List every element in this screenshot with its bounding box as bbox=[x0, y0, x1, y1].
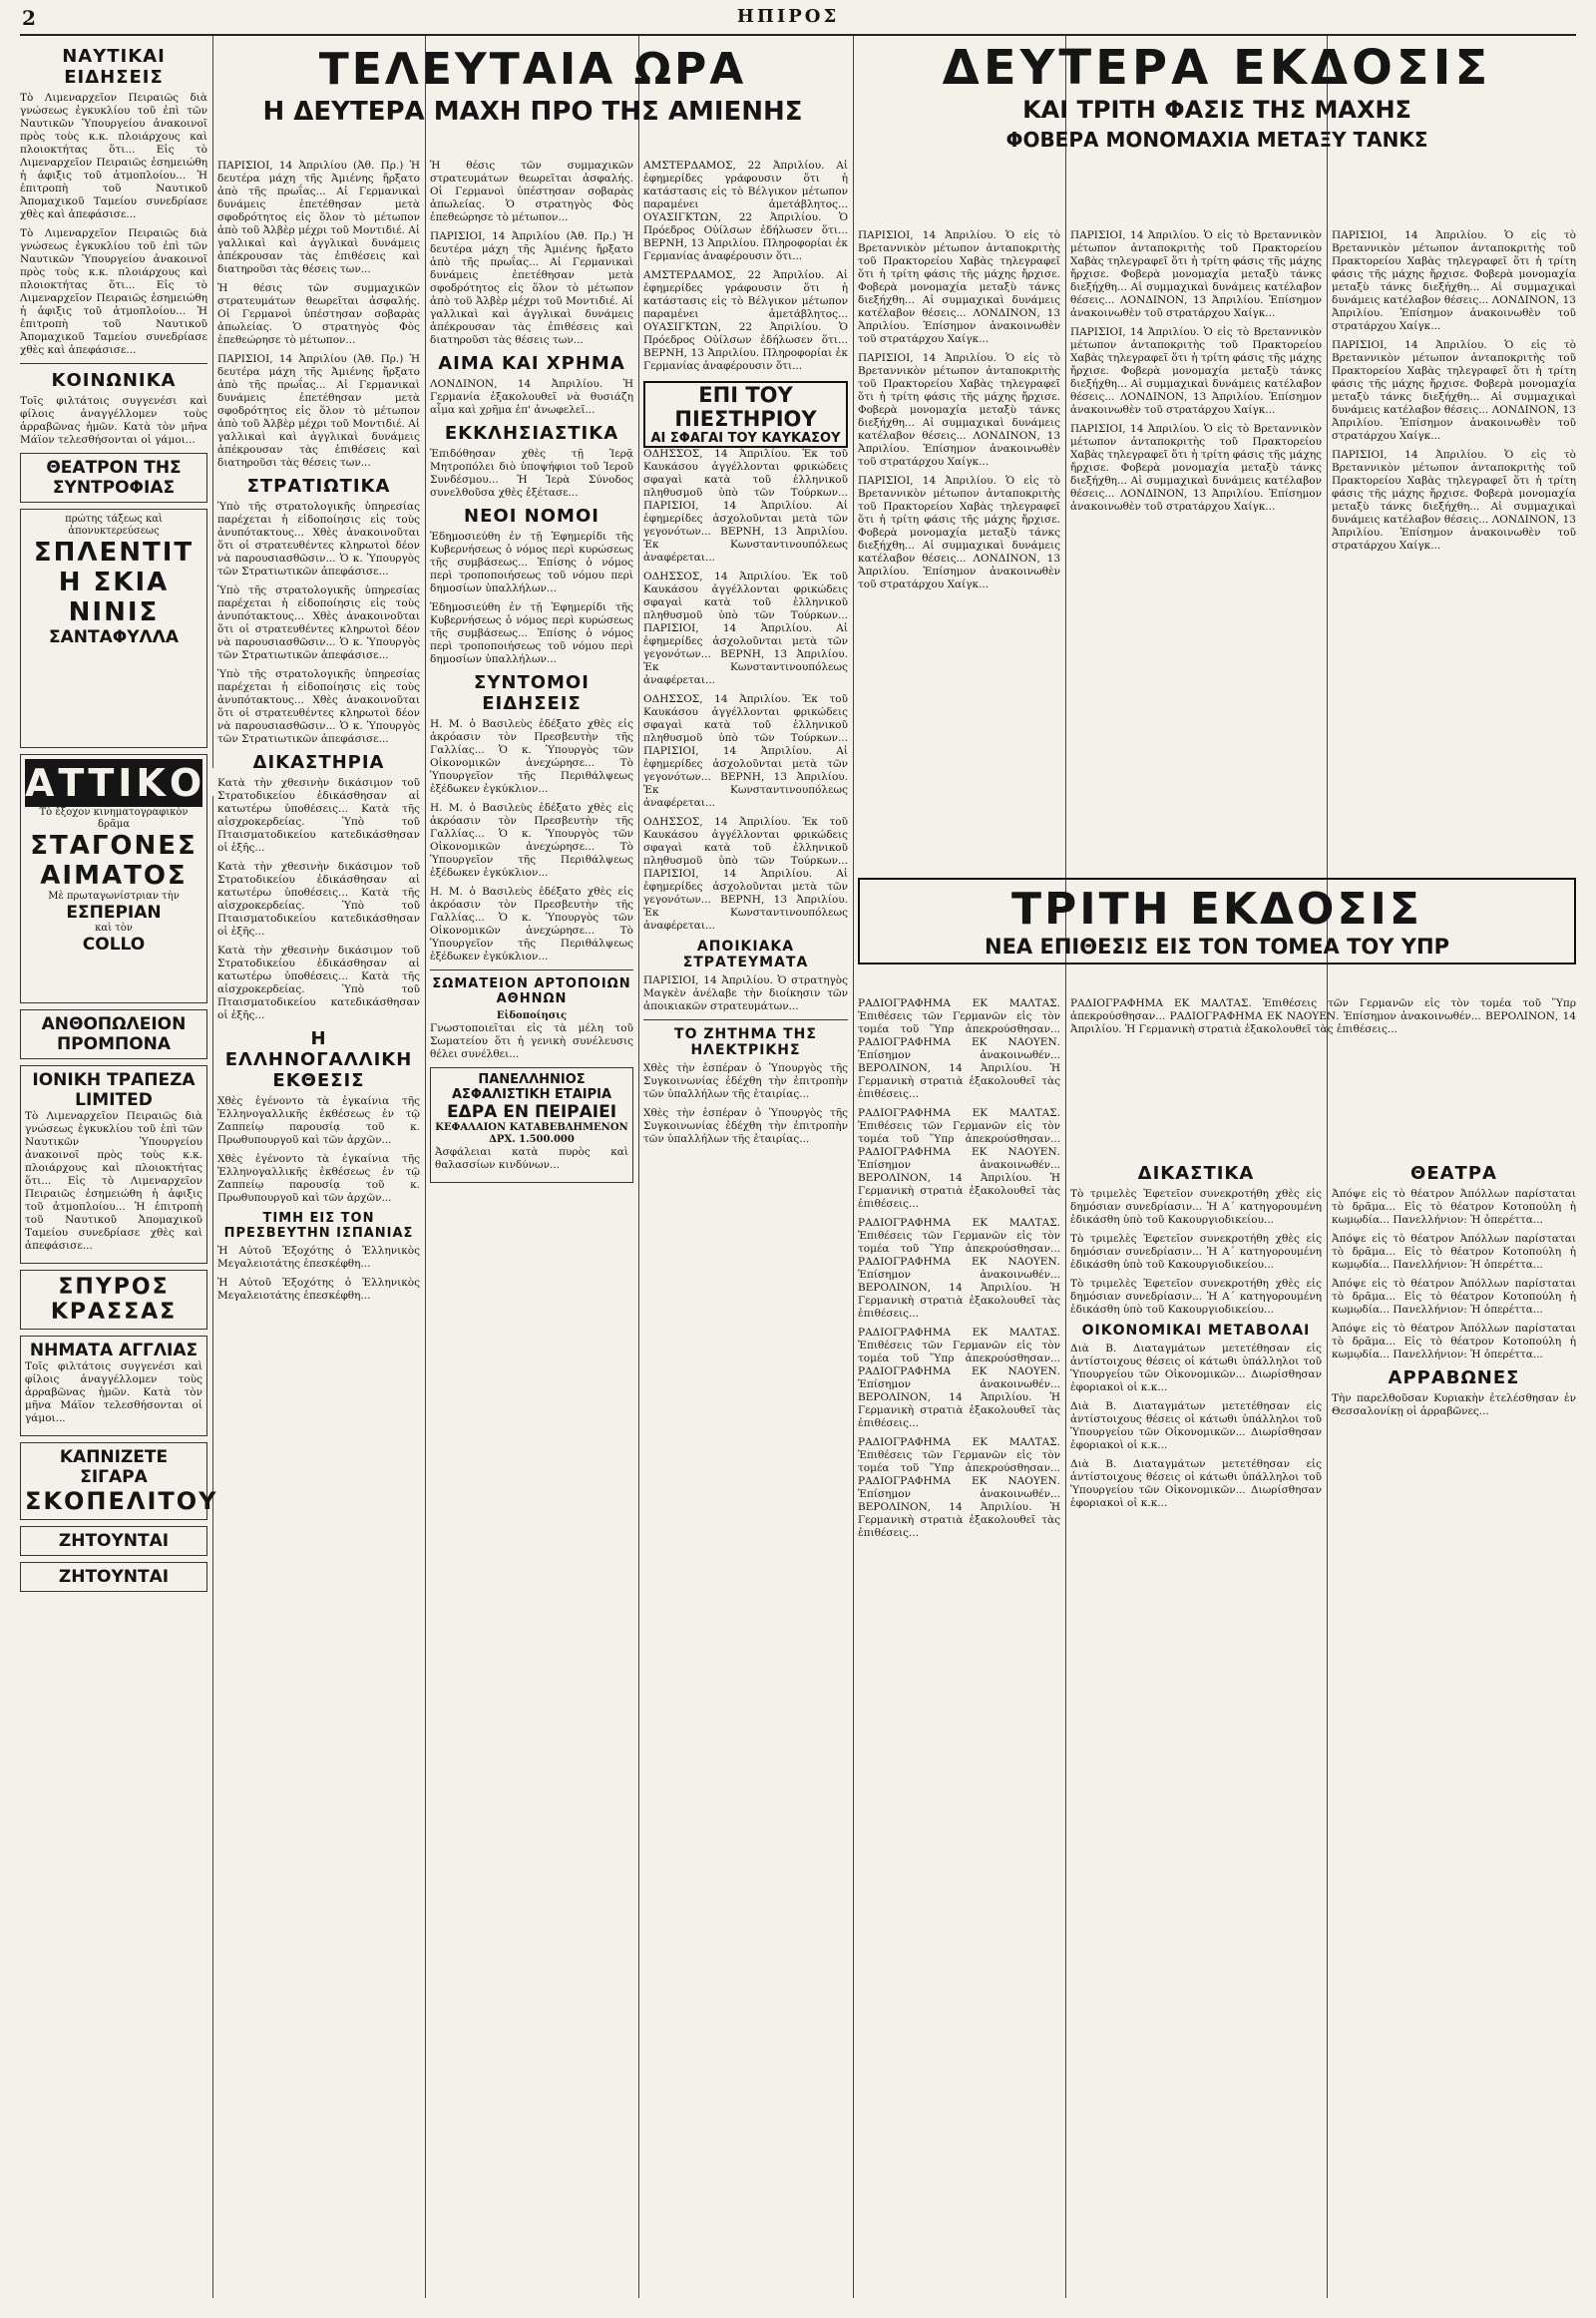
attikon-and: καὶ τὸν bbox=[95, 923, 133, 934]
wine-ad bbox=[20, 1270, 207, 1330]
finance-text: Διὰ Β. Διαταγμάτων μετετέθησαν εἰς ἀντίστοιχους θέσεις οἱ κάτωθι ὑπάλληλοι τοῦ Ὑπουργείου τῶν Οἰκονομικῶν... Διωρίσθησαν ἐφοριακοὶ οἱ κ.κ... bbox=[1070, 1343, 1322, 1393]
ad-name: ΣΠΛΕΝΤΙΤ bbox=[33, 538, 195, 568]
news-text: Η. Μ. ὁ Βασιλεὺς ἐδέξατο χθὲς εἰς ἀκρόασιν τὸν Πρεσβευτὴν τῆς Γαλλίας... Ὁ κ. Ὑπουργὸς τῶν Οἰκονομικῶν ἀνεχώρησε... Τὸ Ὑπουργεῖον τῆς Περιθάλψεως ἐξέδωκεν ἐγκύκλιον... bbox=[430, 802, 633, 879]
divider bbox=[20, 363, 207, 364]
attikon-cast: Μὲ πρωταγωνίστριαν τὴν bbox=[48, 891, 180, 902]
second-edition-text: ΠΑΡΙΣΙΟΙ, 14 Ἀπριλίου. Ὁ εἰς τὸ Βρεταννικὸν μέτωπον ἀνταποκριτὴς τοῦ Πρακτορείου Χαβὰς τηλεγραφεῖ ὅτι ἡ τρίτη φάσις τῆς μάχης ἤρχισε. Φοβερὰ μονομαχία μεταξὺ τάνκς διεξήχθη... Αἱ συμμαχικαὶ δυνάμεις κατέλαβον θέσεις... ΛΟΝΔΙΝΟΝ, 13 Ἀπριλίου. Ἐπίσημον ἀνακοινωθὲν τοῦ στρατάρχου Χαίγκ... bbox=[1070, 229, 1322, 319]
military-text: Ὑπὸ τῆς στρατολογικῆς ὑπηρεσίας παρέχεται ἡ εἰδοποίησις εἰς τοὺς ἀνυπότακτους... Χθὲς ἀνακοινοῦται ὅτι οἱ στρατευθέντες κληρωτοὶ δέον νὰ παρουσιασθῶσιν... Ὁ κ. Ὑπουργὸς τῶν Στρατιωτικῶν ἀπεφάσισε... bbox=[217, 501, 420, 578]
third-edition-header bbox=[858, 878, 1576, 987]
third-edition-title: ΤΡΙΤΗ ΕΚΔΟΣΙΣ bbox=[1011, 884, 1422, 935]
third-edition-text: ΡΑΔΙΟΓΡΑΦΗΜΑ ΕΚ ΜΑΛΤΑΣ. Ἐπιθέσεις τῶν Γερμανῶν εἰς τὸν τομέα τοῦ Ὕπρ ἀπεκρούσθησαν... ΡΑΔΙΟΓΡΑΦΗΜΑ ΕΚ ΝΑΟΥΕΝ. Ἐπίσημον ἀνακοινωθέν... ΒΕΡΟΛΙΝΟΝ, 14 Ἀπριλίου. Ἡ Γερμανικὴ στρατιὰ ἐξακολουθεῖ τὰς ἐπιθέσεις... bbox=[1070, 997, 1576, 1035]
insurance-capital: ΚΕΦΑΛΑΙΟΝ ΚΑΤΑΒΕΒΛΗΜΕΝΟΝ ΔΡΧ. 1.500.000 bbox=[435, 1122, 628, 1145]
expo-text: Χθὲς ἐγένοντο τὰ ἐγκαίνια τῆς Ἑλληνογαλλικῆς ἐκθέσεως ἐν τῷ Ζαππείῳ παρουσίᾳ τοῦ κ. Πρωθυπουργοῦ καὶ τῶν ἀρχῶν... bbox=[217, 1095, 420, 1146]
cigars-title: ΚΑΠΝΙΖΕΤΕ ΣΙΓΑΡΑ bbox=[59, 1447, 169, 1487]
ad-small: πρώτης τάξεως καὶ ἀπονυκτερεύσεως bbox=[65, 514, 163, 537]
judicial-title: ΔΙΚΑΣΤΙΚΑ bbox=[1137, 1163, 1255, 1184]
piestirion-box bbox=[643, 381, 848, 448]
wine-title: ΣΠΥΡΟΣ ΚΡΑΣΣΑΣ bbox=[50, 1275, 178, 1325]
theatre-ad-title: ΘΕΑΤΡΟΝ ΤΗΣ ΣΥΝΤΡΟΦΙΑΣ bbox=[46, 458, 182, 498]
ad-tail: ΣΑΝΤΑΦΥΛΛΑ bbox=[49, 627, 179, 647]
column-divider bbox=[638, 36, 639, 2298]
military-title: ΣΤΡΑΤΙΩΤΙΚΑ bbox=[246, 476, 391, 497]
cigars-brand: ΣΚΟΠΕΛΙΤΟΥ bbox=[25, 1487, 218, 1515]
yarn-ad bbox=[20, 1336, 207, 1436]
spain-title: ΤΙΜΗ ΕΙΣ ΤΟΝ ΠΡΕΣΒΕΥΤΗΝ ΙΣΠΑΝΙΑΣ bbox=[223, 1211, 414, 1241]
courts-title: ΔΙΚΑΣΤΗΡΙΑ bbox=[252, 752, 385, 773]
second-edition-title: ΔΕΥΤΕΡΑ ΕΚΔΟΣΙΣ bbox=[942, 40, 1492, 96]
courts-text: Κατὰ τὴν χθεσινὴν δικάσιμον τοῦ Στρατοδικείου ἐδικάσθησαν αἱ κατωτέρω ὑποθέσεις... Κατὰ τῆς αἰσχροκερδείας. Ὑπὸ τοῦ Πταισματοδικείου κατεδικάσθησαν οἱ ἑξῆς... bbox=[217, 861, 420, 938]
wanted-title: ΖΗΤΟΥΝΤΑΙ bbox=[58, 1531, 170, 1551]
electric-title: ΤΟ ΖΗΤΗΜΑ ΤΗΣ ΗΛΕΚΤΡΙΚΗΣ bbox=[674, 1026, 817, 1058]
second-edition-header bbox=[858, 40, 1576, 229]
wanted-ad bbox=[20, 1526, 207, 1556]
piestirion-text: ΟΔΗΣΣΟΣ, 14 Ἀπριλίου. Ἐκ τοῦ Καυκάσου ἀγγέλλονται φρικώδεις σφαγαὶ κατὰ τοῦ ἑλληνικοῦ πληθυσμοῦ ὑπὸ τῶν Τούρκων... ΠΑΡΙΣΙΟΙ, 14 Ἀπριλίου. Αἱ ἐφημερίδες ἀσχολοῦνται μετὰ τῶν γεγονότων... ΒΕΡΝΗ, 13 Ἀπριλίου. Ἐκ Κωνσταντινουπόλεως ἀναφέρεται... bbox=[643, 571, 848, 686]
splendid-ad bbox=[20, 509, 207, 748]
attikon-small: Τὸ ἔξοχον κινηματογραφικὸν δρᾶμα bbox=[39, 807, 189, 830]
theatre-title: ΘΕΑΤΡΑ bbox=[1410, 1163, 1497, 1184]
laws-text: Ἐδημοσιεύθη ἐν τῇ Ἐφημερίδι τῆς Κυβερνήσεως ὁ νόμος περὶ κυρώσεως τῆς συμβάσεως... Ἐπίσης ὁ νόμος περὶ τροποποιήσεως τοῦ νόμου περὶ δημοσίων ὑπαλλήλων... bbox=[430, 531, 633, 594]
yarn-title: ΝΗΜΑΤΑ ΑΓΓΛΙΑΣ bbox=[29, 1341, 199, 1360]
headline-sub: Η ΔΕΥΤΕΡΑ ΜΑΧΗ ΠΡΟ ΤΗΣ ΑΜΙΕΝΗΣ bbox=[262, 97, 803, 127]
insurance-text: Ἀσφάλειαι κατὰ πυρὸς καὶ θαλασσίων κινδύνων... bbox=[435, 1146, 628, 1171]
bakers-sub: Εἰδοποίησις bbox=[496, 1010, 568, 1021]
judicial-text: Τὸ τριμελὲς Ἐφετεῖον συνεκροτήθη χθὲς εἰς δημόσιαν συνεδρίασιν... Ἡ Α΄ κατηγορουμένη ἐδικάσθη ὑπὸ τοῦ Κακουργιοδικείου... bbox=[1070, 1188, 1322, 1226]
judicial-text: Τὸ τριμελὲς Ἐφετεῖον συνεκροτήθη χθὲς εἰς δημόσιαν συνεδρίασιν... Ἡ Α΄ κατηγορουμένη ἐδικάσθη ὑπὸ τοῦ Κακουργιοδικείου... bbox=[1070, 1278, 1322, 1316]
news-text: Η. Μ. ὁ Βασιλεὺς ἐδέξατο χθὲς εἰς ἀκρόασιν τὸν Πρεσβευτὴν τῆς Γαλλίας... Ὁ κ. Ὑπουργὸς τῶν Οἰκονομικῶν ἀνεχώρησε... Τὸ Ὑπουργεῖον τῆς Περιθάλψεως ἐξέδωκεν ἐγκύκλιον... bbox=[430, 886, 633, 963]
electric-text: Χθὲς τὴν ἑσπέραν ὁ Ὑπουργὸς τῆς Συγκοινωνίας ἐδέχθη τὴν ἐπιτροπὴν τῶν ὑπαλλήλων τῆς ἑταιρίας... bbox=[643, 1062, 848, 1100]
column-5-upper bbox=[858, 229, 1060, 888]
theatre-ad bbox=[20, 453, 207, 503]
piestirion-text: ΟΔΗΣΣΟΣ, 14 Ἀπριλίου. Ἐκ τοῦ Καυκάσου ἀγγέλλονται φρικώδεις σφαγαὶ κατὰ τοῦ ἑλληνικοῦ πληθυσμοῦ ὑπὸ τῶν Τούρκων... ΠΑΡΙΣΙΟΙ, 14 Ἀπριλίου. Αἱ ἐφημερίδες ἀσχολοῦνται μετὰ τῶν γεγονότων... ΒΕΡΝΗ, 13 Ἀπριλίου. Ἐκ Κωνσταντινουπόλεως ἀναφέρεται... bbox=[643, 816, 848, 932]
ionian-bank-ad bbox=[20, 1065, 207, 1264]
second-edition-text: ΠΑΡΙΣΙΟΙ, 14 Ἀπριλίου. Ὁ εἰς τὸ Βρεταννικὸν μέτωπον ἀνταποκριτὴς τοῦ Πρακτορείου Χαβὰς τηλεγραφεῖ ὅτι ἡ τρίτη φάσις τῆς μάχης ἤρχισε. Φοβερὰ μονομαχία μεταξὺ τάνκς διεξήχθη... Αἱ συμμαχικαὶ δυνάμεις κατέλαβον θέσεις... ΛΟΝΔΙΝΟΝ, 13 Ἀπριλίου. Ἐπίσημον ἀνακοινωθὲν τοῦ στρατάρχου Χαίγκ... bbox=[1332, 449, 1576, 552]
column-2 bbox=[217, 160, 420, 2294]
column-3 bbox=[430, 160, 633, 2294]
electric-text: Χθὲς τὴν ἑσπέραν ὁ Ὑπουργὸς τῆς Συγκοινωνίας ἐδέχθη τὴν ἐπιτροπὴν τῶν ὑπαλλήλων τῆς ἑταιρίας... bbox=[643, 1107, 848, 1145]
engagement-text: Τὴν παρελθοῦσαν Κυριακὴν ἐτελέσθησαν ἐν Θεσσαλονίκῃ οἱ ἀρραβῶνες... bbox=[1332, 1392, 1576, 1417]
ad-sub: Η ΣΚΙΑ bbox=[58, 568, 170, 597]
third-edition-text: ΡΑΔΙΟΓΡΑΦΗΜΑ ΕΚ ΜΑΛΤΑΣ. Ἐπιθέσεις τῶν Γερμανῶν εἰς τὸν τομέα τοῦ Ὕπρ ἀπεκρούσθησαν... ΡΑΔΙΟΓΡΑΦΗΜΑ ΕΚ ΝΑΟΥΕΝ. Ἐπίσημον ἀνακοινωθέν... ΒΕΡΟΛΙΝΟΝ, 14 Ἀπριλίου. Ἡ Γερμανικὴ στρατιὰ ἐξακολουθεῖ τὰς ἐπιθέσεις... bbox=[858, 1217, 1060, 1320]
column-divider bbox=[853, 36, 854, 2298]
insurance-title: ΠΑΝΕΛΛΗΝΙΟΣ ΑΣΦΑΛΙΣΤΙΚΗ ΕΤΑΙΡΙΑ bbox=[451, 1072, 612, 1102]
social-text: Τοῖς φιλτάτοις συγγενέσι καὶ φίλοις ἀναγγέλλομεν τοὺς ἀρραβῶνας ἡμῶν. Κατὰ τὸν μῆνα Μάϊον τελεσθήσονται οἱ γάμοι... bbox=[20, 395, 207, 446]
headline-text: Ἡ θέσις τῶν συμμαχικῶν στρατευμάτων θεωρεῖται ἀσφαλής. Οἱ Γερμανοὶ ὑπέστησαν σοβαρὰς ἀπωλείας. Ὁ στρατηγὸς Φὸς ἐπεθεώρησε τὸ μέτωπον... bbox=[217, 282, 420, 346]
headline-text: Ἡ θέσις τῶν συμμαχικῶν στρατευμάτων θεωρεῖται ἀσφαλής. Οἱ Γερμανοὶ ὑπέστησαν σοβαρὰς ἀπωλείας. Ὁ στρατηγὸς Φὸς ἐπεθεώρησε τὸ μέτωπον... bbox=[430, 160, 633, 223]
attikon-ad bbox=[20, 754, 241, 1003]
finance-text: Διὰ Β. Διαταγμάτων μετετέθησαν εἰς ἀντίστοιχους θέσεις οἱ κάτωθι ὑπάλληλοι τοῦ Ὑπουργείου τῶν Οἰκονομικῶν... Διωρίσθησαν ἐφοριακοὶ οἱ κ.κ... bbox=[1070, 1400, 1322, 1451]
bakers-text: Γνωστοποιεῖται εἰς τὰ μέλη τοῦ Σωματείου ὅτι ἡ γενικὴ συνέλευσις θέλει συνέλθει... bbox=[430, 1022, 633, 1060]
third-edition-text: ΡΑΔΙΟΓΡΑΦΗΜΑ ΕΚ ΜΑΛΤΑΣ. Ἐπιθέσεις τῶν Γερμανῶν εἰς τὸν τομέα τοῦ Ὕπρ ἀπεκρούσθησαν... ΡΑΔΙΟΓΡΑΦΗΜΑ ΕΚ ΝΑΟΥΕΝ. Ἐπίσημον ἀνακοινωθέν... ΒΕΡΟΛΙΝΟΝ, 14 Ἀπριλίου. Ἡ Γερμανικὴ στρατιὰ ἐξακολουθεῖ τὰς ἐπιθέσεις... bbox=[858, 1436, 1060, 1539]
courts-text: Κατὰ τὴν χθεσινὴν δικάσιμον τοῦ Στρατοδικείου ἐδικάσθησαν αἱ κατωτέρω ὑποθέσεις... Κατὰ τῆς αἰσχροκερδείας. Ὑπὸ τοῦ Πταισματοδικείου κατεδικάσθησαν οἱ ἑξῆς... bbox=[217, 777, 420, 854]
ad-extra: ΝΙΝΙΣ bbox=[68, 597, 160, 627]
attikon-film: ΣΤΑΓΟΝΕΣ ΑΙΜΑΤΟΣ bbox=[30, 831, 198, 891]
second-edition-text: ΠΑΡΙΣΙΟΙ, 14 Ἀπριλίου. Ὁ εἰς τὸ Βρεταννικὸν μέτωπον ἀνταποκριτὴς τοῦ Πρακτορείου Χαβὰς τηλεγραφεῖ ὅτι ἡ τρίτη φάσις τῆς μάχης ἤρχισε. Φοβερὰ μονομαχία μεταξὺ τάνκς διεξήχθη... Αἱ συμμαχικαὶ δυνάμεις κατέλαβον θέσεις... ΛΟΝΔΙΝΟΝ, 13 Ἀπριλίου. Ἐπίσημον ἀνακοινωθὲν τοῦ στρατάρχου Χαίγκ... bbox=[1070, 326, 1322, 416]
ad-text: Τὸ Λιμεναρχεῖον Πειραιῶς διὰ γνώσεως ἐγκυκλίου τοῦ ἐπὶ τῶν Ναυτικῶν Ὑπουργείου ἀνακοινοῖ πρὸς τοὺς κ.κ. πλοιάρχους καὶ πλοιοκτήτας ὅτι... Εἰς τὸ Λιμεναρχεῖον Πειραιῶς ἐσημειώθη ἡ ἀφιξις τοῦ ἀτμοπλοίου... Ἡ ἐπιτροπὴ τοῦ Ναυτικοῦ Ἀπομαχικοῦ Ταμείου συνεδρίασε χθὲς καὶ ἀπεφάσισε... bbox=[25, 1110, 202, 1252]
naval-news-title: ΝΑΥΤΙΚΑΙ ΕΙΔΗΣΕΙΣ bbox=[62, 46, 166, 88]
naval-news-text: Τὸ Λιμεναρχεῖον Πειραιῶς διὰ γνώσεως ἐγκυκλίου τοῦ ἐπὶ τῶν Ναυτικῶν Ὑπουργείου ἀνακοινοῖ πρὸς τοὺς κ.κ. πλοιάρχους καὶ πλοιοκτήτας ὅτι... Εἰς τὸ Λιμεναρχεῖον Πειραιῶς ἐσημειώθη ἡ ἀφιξις τοῦ ἀτμοπλοίου... Ἡ ἐπιτροπὴ τοῦ Ναυτικοῦ Ἀπομαχικοῦ Ταμείου συνεδρίασε χθὲς καὶ ἀπεφάσισε... bbox=[20, 92, 207, 220]
courts-text: Κατὰ τὴν χθεσινὴν δικάσιμον τοῦ Στρατοδικείου ἐδικάσθησαν αἱ κατωτέρω ὑποθέσεις... Κατὰ τῆς αἰσχροκερδείας. Ὑπὸ τοῦ Πταισματοδικείου κατεδικάσθησαν οἱ ἑξῆς... bbox=[217, 945, 420, 1021]
church-title: ΕΚΚΛΗΣΙΑΣΤΙΚΑ bbox=[444, 423, 619, 444]
third-edition-box bbox=[858, 878, 1576, 965]
column-divider bbox=[212, 36, 213, 2298]
theatre-column bbox=[1332, 1157, 1576, 2294]
insurance-ad bbox=[430, 1067, 633, 1183]
theatre-text: Ἀπόψε εἰς τὸ θέατρον Ἀπόλλων παρίσταται τὸ δρᾶμα... Εἰς τὸ θέατρον Κοτοπούλη ἡ κωμῳδία... Πανελλήνιον: Ἡ ὀπερέττα... bbox=[1332, 1278, 1576, 1316]
second-edition-text: ΠΑΡΙΣΙΟΙ, 14 Ἀπριλίου. Ὁ εἰς τὸ Βρεταννικὸν μέτωπον ἀνταποκριτὴς τοῦ Πρακτορείου Χαβὰς τηλεγραφεῖ ὅτι ἡ τρίτη φάσις τῆς μάχης ἤρχισε. Φοβερὰ μονομαχία μεταξὺ τάνκς διεξήχθη... Αἱ συμμαχικαὶ δυνάμεις κατέλαβον θέσεις... ΛΟΝΔΙΝΟΝ, 13 Ἀπριλίου. Ἐπίσημον ἀνακοινωθὲν τοῦ στρατάρχου Χαίγκ... bbox=[1070, 423, 1322, 513]
expo-text: Χθὲς ἐγένοντο τὰ ἐγκαίνια τῆς Ἑλληνογαλλικῆς ἐκθέσεως ἐν τῷ Ζαππείῳ παρουσίᾳ τοῦ κ. Πρωθυπουργοῦ καὶ τῶν ἀρχῶν... bbox=[217, 1153, 420, 1204]
second-edition-sub2: ΦΟΒΕΡΑ ΜΟΝΟΜΑΧΙΑ ΜΕΤΑΞΥ ΤΑΝΚΣ bbox=[1005, 128, 1428, 152]
attikon-star: ΕΣΠΕΡΙΑΝ bbox=[66, 903, 162, 923]
headline-text: ΠΑΡΙΣΙΟΙ, 14 Ἀπριλίου (Ἀθ. Πρ.) Ἡ δευτέρα μάχη τῆς Ἀμιένης ἤρξατο ἀπὸ τῆς πρωΐας... Αἱ Γερμανικαὶ δυνάμεις ἐπετέθησαν μετὰ σφοδρότητος εἰς ὅλον τὸ μέτωπον ἀπὸ τοῦ Ἀλβὲρ μέχρι τοῦ Μοντιδιέ. Αἱ γαλλικαὶ καὶ ἀγγλικαὶ δυνάμεις ἀπέκρουσαν τὰς ἐπιθέσεις καὶ διατηροῦσι τὰς θέσεις των... bbox=[430, 230, 633, 346]
piestirion-title: ΕΠΙ ΤΟΥ ΠΙΕΣΤΗΡΙΟΥ bbox=[674, 383, 817, 431]
ad-text: Τοῖς φιλτάτοις συγγενέσι καὶ φίλοις ἀναγγέλλομεν τοὺς ἀρραβῶνας ἡμῶν. Κατὰ τὸν μῆνα Μάϊον τελεσθήσονται οἱ γάμοι... bbox=[25, 1360, 202, 1424]
cigars-ad bbox=[20, 1442, 218, 1520]
second-edition-text: ΠΑΡΙΣΙΟΙ, 14 Ἀπριλίου. Ὁ εἰς τὸ Βρεταννικὸν μέτωπον ἀνταποκριτὴς τοῦ Πρακτορείου Χαβὰς τηλεγραφεῖ ὅτι ἡ τρίτη φάσις τῆς μάχης ἤρχισε. Φοβερὰ μονομαχία μεταξὺ τάνκς διεξήχθη... Αἱ συμμαχικαὶ δυνάμεις κατέλαβον θέσεις... ΛΟΝΔΙΝΟΝ, 13 Ἀπριλίου. Ἐπίσημον ἀνακοινωθὲν τοῦ στρατάρχου Χαίγκ... bbox=[858, 475, 1060, 590]
spain-text: Ἡ Αὐτοῦ Ἐξοχότης ὁ Ἑλληνικὸς Μεγαλειοτάτης ἐπεσκέφθη... bbox=[217, 1277, 420, 1302]
divider bbox=[643, 1019, 848, 1020]
flower-ad bbox=[20, 1009, 207, 1059]
flower-ad-sub: ΠΡΟΜΠΟΝΑ bbox=[56, 1034, 172, 1054]
theatre-text: Ἀπόψε εἰς τὸ θέατρον Ἀπόλλων παρίσταται τὸ δρᾶμα... Εἰς τὸ θέατρον Κοτοπούλη ἡ κωμῳδία... Πανελλήνιον: Ἡ ὀπερέττα... bbox=[1332, 1233, 1576, 1271]
colonial-title: ΑΠΟΙΚΙΑΚΑ ΣΤΡΑΤΕΥΜΑΤΑ bbox=[682, 939, 809, 970]
column-divider bbox=[425, 36, 426, 2298]
third-edition-text: ΡΑΔΙΟΓΡΑΦΗΜΑ ΕΚ ΜΑΛΤΑΣ. Ἐπιθέσεις τῶν Γερμανῶν εἰς τὸν τομέα τοῦ Ὕπρ ἀπεκρούσθησαν... ΡΑΔΙΟΓΡΑΦΗΜΑ ΕΚ ΝΑΟΥΕΝ. Ἐπίσημον ἀνακοινωθέν... ΒΕΡΟΛΙΝΟΝ, 14 Ἀπριλίου. Ἡ Γερμανικὴ στρατιὰ ἐξακολουθεῖ τὰς ἐπιθέσεις... bbox=[858, 1107, 1060, 1210]
flower-ad-title: ΑΝΘΟΠΩΛΕΙΟΝ bbox=[41, 1014, 187, 1034]
column-6-upper bbox=[1070, 229, 1322, 888]
news-text: Η. Μ. ὁ Βασιλεὺς ἐδέξατο χθὲς εἰς ἀκρόασιν τὸν Πρεσβευτὴν τῆς Γαλλίας... Ὁ κ. Ὑπουργὸς τῶν Οἰκονομικῶν ἀνεχώρησε... Τὸ Ὑπουργεῖον τῆς Περιθάλψεως ἐξέδωκεν ἐγκύκλιον... bbox=[430, 718, 633, 795]
ionian-bank-title: ΙΟΝΙΚΗ ΤΡΑΠΕΖΑ LIMITED bbox=[32, 1070, 196, 1110]
colonial-text: ΠΑΡΙΣΙΟΙ, 14 Ἀπριλίου. Ὁ στρατηγὸς Μαγκὲν ἀνέλαβε τὴν διοίκησιν τῶν ἀποικιακῶν στρατευμάτων... bbox=[643, 974, 848, 1012]
top-rule bbox=[20, 34, 1576, 36]
masthead: ΗΠΙΡΟΣ bbox=[736, 6, 840, 27]
page-number: 2 bbox=[22, 6, 36, 30]
military-text: Ὑπὸ τῆς στρατολογικῆς ὑπηρεσίας παρέχεται ἡ εἰδοποίησις εἰς τοὺς ἀνυπότακτους... Χθὲς ἀνακοινοῦται ὅτι οἱ στρατευθέντες κληρωτοὶ δέον νὰ παρουσιασθῶσιν... Ὁ κ. Ὑπουργὸς τῶν Στρατιωτικῶν ἀπεφάσισε... bbox=[217, 668, 420, 745]
laws-title: ΝΕΟΙ ΝΟΜΟΙ bbox=[464, 506, 599, 527]
blood-title: ΑΙΜΑ ΚΑΙ ΧΡΗΜΑ bbox=[438, 353, 625, 374]
second-edition-text: ΠΑΡΙΣΙΟΙ, 14 Ἀπριλίου. Ὁ εἰς τὸ Βρεταννικὸν μέτωπον ἀνταποκριτὴς τοῦ Πρακτορείου Χαβὰς τηλεγραφεῖ ὅτι ἡ τρίτη φάσις τῆς μάχης ἤρχισε. Φοβερὰ μονομαχία μεταξὺ τάνκς διεξήχθη... Αἱ συμμαχικαὶ δυνάμεις κατέλαβον θέσεις... ΛΟΝΔΙΝΟΝ, 13 Ἀπριλίου. Ἐπίσημον ἀνακοινωθὲν τοῦ στρατάρχου Χαίγκ... bbox=[858, 229, 1060, 345]
divider bbox=[430, 969, 633, 970]
bakers-title: ΣΩΜΑΤΕΙΟΝ ΑΡΤΟΠΟΙΩΝ ΑΘΗΝΩΝ bbox=[432, 976, 631, 1006]
column-divider bbox=[1065, 36, 1066, 2298]
piestirion-text: ΟΔΗΣΣΟΣ, 14 Ἀπριλίου. Ἐκ τοῦ Καυκάσου ἀγγέλλονται φρικώδεις σφαγαὶ κατὰ τοῦ ἑλληνικοῦ πληθυσμοῦ ὑπὸ τῶν Τούρκων... ΠΑΡΙΣΙΟΙ, 14 Ἀπριλίου. Αἱ ἐφημερίδες ἀσχολοῦνται μετὰ τῶν γεγονότων... ΒΕΡΝΗ, 13 Ἀπριλίου. Ἐκ Κωνσταντινουπόλεως ἀναφέρεται... bbox=[643, 448, 848, 564]
third-edition-sub: ΝΕΑ ΕΠΙΘΕΣΙΣ ΕΙΣ ΤΟΝ ΤΟΜΕΑ ΤΟΥ ΥΠΡ bbox=[985, 935, 1449, 959]
attikon-name: ΑΤΤΙΚΟΝ bbox=[25, 761, 241, 805]
expo-title: Η ΕΛΛΗΝΟΓΑΛΛΙΚΗ ΕΚΘΕΣΙΣ bbox=[224, 1028, 413, 1091]
naval-news-text: Τὸ Λιμεναρχεῖον Πειραιῶς διὰ γνώσεως ἐγκυκλίου τοῦ ἐπὶ τῶν Ναυτικῶν Ὑπουργείου ἀνακοινοῖ πρὸς τοὺς κ.κ. πλοιάρχους καὶ πλοιοκτήτας ὅτι... Εἰς τὸ Λιμεναρχεῖον Πειραιῶς ἐσημειώθη ἡ ἀφιξις τοῦ ἀτμοπλοίου... Ἡ ἐπιτροπὴ τοῦ Ναυτικοῦ Ἀπομαχικοῦ Ταμείου συνεδρίασε χθὲς καὶ ἀπεφάσισε... bbox=[20, 227, 207, 356]
headline-text: ΠΑΡΙΣΙΟΙ, 14 Ἀπριλίου (Ἀθ. Πρ.) Ἡ δευτέρα μάχη τῆς Ἀμιένης ἤρξατο ἀπὸ τῆς πρωΐας... Αἱ Γερμανικαὶ δυνάμεις ἐπετέθησαν μετὰ σφοδρότητος εἰς ὅλον τὸ μέτωπον ἀπὸ τοῦ Ἀλβὲρ μέχρι τοῦ Μοντιδιέ. Αἱ γαλλικαὶ καὶ ἀγγλικαὶ δυνάμεις ἀπέκρουσαν τὰς ἐπιθέσεις καὶ διατηροῦσι τὰς θέσεις των... bbox=[217, 160, 420, 275]
third-edition-text: ΡΑΔΙΟΓΡΑΦΗΜΑ ΕΚ ΜΑΛΤΑΣ. Ἐπιθέσεις τῶν Γερμανῶν εἰς τὸν τομέα τοῦ Ὕπρ ἀπεκρούσθησαν... ΡΑΔΙΟΓΡΑΦΗΜΑ ΕΚ ΝΑΟΥΕΝ. Ἐπίσημον ἀνακοινωθέν... ΒΕΡΟΛΙΝΟΝ, 14 Ἀπριλίου. Ἡ Γερμανικὴ στρατιὰ ἐξακολουθεῖ τὰς ἐπιθέσεις... bbox=[858, 997, 1060, 1100]
second-edition-text: ΠΑΡΙΣΙΟΙ, 14 Ἀπριλίου. Ὁ εἰς τὸ Βρεταννικὸν μέτωπον ἀνταποκριτὴς τοῦ Πρακτορείου Χαβὰς τηλεγραφεῖ ὅτι ἡ τρίτη φάσις τῆς μάχης ἤρχισε. Φοβερὰ μονομαχία μεταξὺ τάνκς διεξήχθη... Αἱ συμμαχικαὶ δυνάμεις κατέλαβον θέσεις... ΛΟΝΔΙΝΟΝ, 13 Ἀπριλίου. Ἐπίσημον ἀνακοινωθὲν τοῦ στρατάρχου Χαίγκ... bbox=[1332, 229, 1576, 332]
attikon-actor: COLLO bbox=[82, 935, 146, 955]
spain-text: Ἡ Αὐτοῦ Ἐξοχότης ὁ Ἑλληνικὸς Μεγαλειοτάτης ἐπεσκέφθη... bbox=[217, 1245, 420, 1270]
theatre-text: Ἀπόψε εἰς τὸ θέατρον Ἀπόλλων παρίσταται τὸ δρᾶμα... Εἰς τὸ θέατρον Κοτοπούλη ἡ κωμῳδία... Πανελλήνιον: Ἡ ὀπερέττα... bbox=[1332, 1188, 1576, 1226]
wanted-title: ΖΗΤΟΥΝΤΑΙ bbox=[58, 1567, 170, 1587]
left-column bbox=[20, 40, 241, 2294]
headline-text: ΑΜΣΤΕΡΔΑΜΟΣ, 22 Ἀπριλίου. Αἱ ἐφημερίδες γράφουσιν ὅτι ἡ κατάστασις εἰς τὸ Βέλγικον μέτωπον παραμένει ἀμετάβλητος... ΟΥΑΣΙΓΚΤΩΝ, 22 Ἀπριλίου. Ὁ Πρόεδρος Οὐίλσων ἐδήλωσεν ὅτι... ΒΕΡΝΗ, 13 Ἀπριλίου. Πληροφορίαι ἐκ Γερμανίας ἀναφέρουσιν ὅτι... bbox=[643, 269, 848, 372]
piestirion-sub: ΑΙ ΣΦΑΓΑΙ ΤΟΥ ΚΑΥΚΑΣΟΥ bbox=[650, 431, 841, 446]
column-5-lower bbox=[858, 997, 1060, 2294]
social-title: ΚΟΙΝΩΝΙΚΑ bbox=[51, 370, 177, 391]
judicial-text: Τὸ τριμελὲς Ἐφετεῖον συνεκροτήθη χθὲς εἰς δημόσιαν συνεδρίασιν... Ἡ Α΄ κατηγορουμένη ἐδικάσθη ὑπὸ τοῦ Κακουργιοδικείου... bbox=[1070, 1233, 1322, 1271]
news-title: ΣΥΝΤΟΜΟΙ ΕΙΔΗΣΕΙΣ bbox=[474, 672, 590, 714]
military-text: Ὑπὸ τῆς στρατολογικῆς ὑπηρεσίας παρέχεται ἡ εἰδοποίησις εἰς τοὺς ἀνυπότακτους... Χθὲς ἀνακοινοῦται ὅτι οἱ στρατευθέντες κληρωτοὶ δέον νὰ παρουσιασθῶσιν... Ὁ κ. Ὑπουργὸς τῶν Στρατιωτικῶν ἀπεφάσισε... bbox=[217, 584, 420, 661]
finance-title: ΟΙΚΟΝΟΜΙΚΑΙ ΜΕΤΑΒΟΛΑΙ bbox=[1081, 1323, 1311, 1339]
headline-main: ΤΕΛΕΥΤΑΙΑ ΩΡΑ bbox=[318, 44, 747, 95]
judicial-column bbox=[1070, 1157, 1322, 2294]
piestirion-text: ΟΔΗΣΣΟΣ, 14 Ἀπριλίου. Ἐκ τοῦ Καυκάσου ἀγγέλλονται φρικώδεις σφαγαὶ κατὰ τοῦ ἑλληνικοῦ πληθυσμοῦ ὑπὸ τῶν Τούρκων... ΠΑΡΙΣΙΟΙ, 14 Ἀπριλίου. Αἱ ἐφημερίδες ἀσχολοῦνται μετὰ τῶν γεγονότων... ΒΕΡΝΗ, 13 Ἀπριλίου. Ἐκ Κωνσταντινουπόλεως ἀναφέρεται... bbox=[643, 693, 848, 809]
second-edition-text: ΠΑΡΙΣΙΟΙ, 14 Ἀπριλίου. Ὁ εἰς τὸ Βρεταννικὸν μέτωπον ἀνταποκριτὴς τοῦ Πρακτορείου Χαβὰς τηλεγραφεῖ ὅτι ἡ τρίτη φάσις τῆς μάχης ἤρχισε. Φοβερὰ μονομαχία μεταξὺ τάνκς διεξήχθη... Αἱ συμμαχικαὶ δυνάμεις κατέλαβον θέσεις... ΛΟΝΔΙΝΟΝ, 13 Ἀπριλίου. Ἐπίσημον ἀνακοινωθὲν τοῦ στρατάρχου Χαίγκ... bbox=[858, 352, 1060, 468]
engagement-title: ΑΡΡΑΒΩΝΕΣ bbox=[1388, 1367, 1520, 1388]
wanted-ad bbox=[20, 1562, 207, 1592]
second-edition-sub: ΚΑΙ ΤΡΙΤΗ ΦΑΣΙΣ ΤΗΣ ΜΑΧΗΣ bbox=[1022, 96, 1411, 124]
blood-text: ΛΟΝΔΙΝΟΝ, 14 Ἀπριλίου. Ἡ Γερμανία ἐξακολουθεῖ νὰ θυσιάζη αἷμα καὶ χρῆμα ἐπ' ἀνωφελεῖ... bbox=[430, 378, 633, 416]
second-edition-text: ΠΑΡΙΣΙΟΙ, 14 Ἀπριλίου. Ὁ εἰς τὸ Βρεταννικὸν μέτωπον ἀνταποκριτὴς τοῦ Πρακτορείου Χαβὰς τηλεγραφεῖ ὅτι ἡ τρίτη φάσις τῆς μάχης ἤρχισε. Φοβερὰ μονομαχία μεταξὺ τάνκς διεξήχθη... Αἱ συμμαχικαὶ δυνάμεις κατέλαβον θέσεις... ΛΟΝΔΙΝΟΝ, 13 Ἀπριλίου. Ἐπίσημον ἀνακοινωθὲν τοῦ στρατάρχου Χαίγκ... bbox=[1332, 339, 1576, 442]
finance-text: Διὰ Β. Διαταγμάτων μετετέθησαν εἰς ἀντίστοιχους θέσεις οἱ κάτωθι ὑπάλληλοι τοῦ Ὑπουργείου τῶν Οἰκονομικῶν... Διωρίσθησαν ἐφοριακοὶ οἱ κ.κ... bbox=[1070, 1458, 1322, 1509]
church-text: Ἐπιδόθησαν χθὲς τῇ Ἱερᾷ Μητροπόλει διὸ ὑποψήφιοι τοῦ Ἱεροῦ Συνδέσμου... Ἡ Ἱερὰ Σύνοδος συνελθοῦσα χθὲς ἐξέτασε... bbox=[430, 448, 633, 499]
theatre-text: Ἀπόψε εἰς τὸ θέατρον Ἀπόλλων παρίσταται τὸ δρᾶμα... Εἰς τὸ θέατρον Κοτοπούλη ἡ κωμῳδία... Πανελλήνιον: Ἡ ὀπερέττα... bbox=[1332, 1323, 1576, 1360]
laws-text: Ἐδημοσιεύθη ἐν τῇ Ἐφημερίδι τῆς Κυβερνήσεως ὁ νόμος περὶ κυρώσεως τῆς συμβάσεως... Ἐπίσης ὁ νόμος περὶ τροποποιήσεως τοῦ νόμου περὶ δημοσίων ὑπαλλήλων... bbox=[430, 601, 633, 665]
column-4 bbox=[643, 160, 848, 2294]
headline-text: ΠΑΡΙΣΙΟΙ, 14 Ἀπριλίου (Ἀθ. Πρ.) Ἡ δευτέρα μάχη τῆς Ἀμιένης ἤρξατο ἀπὸ τῆς πρωΐας... Αἱ Γερμανικαὶ δυνάμεις ἐπετέθησαν μετὰ σφοδρότητος εἰς ὅλον τὸ μέτωπον ἀπὸ τοῦ Ἀλβὲρ μέχρι τοῦ Μοντιδιέ. Αἱ γαλλικαὶ καὶ ἀγγλικαὶ δυνάμεις ἀπέκρουσαν τὰς ἐπιθέσεις καὶ διατηροῦσι τὰς θέσεις των... bbox=[217, 353, 420, 469]
column-7-upper bbox=[1332, 229, 1576, 888]
headline-text: ΑΜΣΤΕΡΔΑΜΟΣ, 22 Ἀπριλίου. Αἱ ἐφημερίδες γράφουσιν ὅτι ἡ κατάστασις εἰς τὸ Βέλγικον μέτωπον παραμένει ἀμετάβλητος... ΟΥΑΣΙΓΚΤΩΝ, 22 Ἀπριλίου. Ὁ Πρόεδρος Οὐίλσων ἐδήλωσεν ὅτι... ΒΕΡΝΗ, 13 Ἀπριλίου. Πληροφορίαι ἐκ Γερμανίας ἀναφέρουσιν ὅτι... bbox=[643, 160, 848, 262]
third-edition-text: ΡΑΔΙΟΓΡΑΦΗΜΑ ΕΚ ΜΑΛΤΑΣ. Ἐπιθέσεις τῶν Γερμανῶν εἰς τὸν τομέα τοῦ Ὕπρ ἀπεκρούσθησαν... ΡΑΔΙΟΓΡΑΦΗΜΑ ΕΚ ΝΑΟΥΕΝ. Ἐπίσημον ἀνακοινωθέν... ΒΕΡΟΛΙΝΟΝ, 14 Ἀπριλίου. Ἡ Γερμανικὴ στρατιὰ ἐξακολουθεῖ τὰς ἐπιθέσεις... bbox=[858, 1327, 1060, 1429]
insurance-sub: ΕΔΡΑ ΕΝ ΠΕΙΡΑΙΕΙ bbox=[446, 1102, 617, 1122]
